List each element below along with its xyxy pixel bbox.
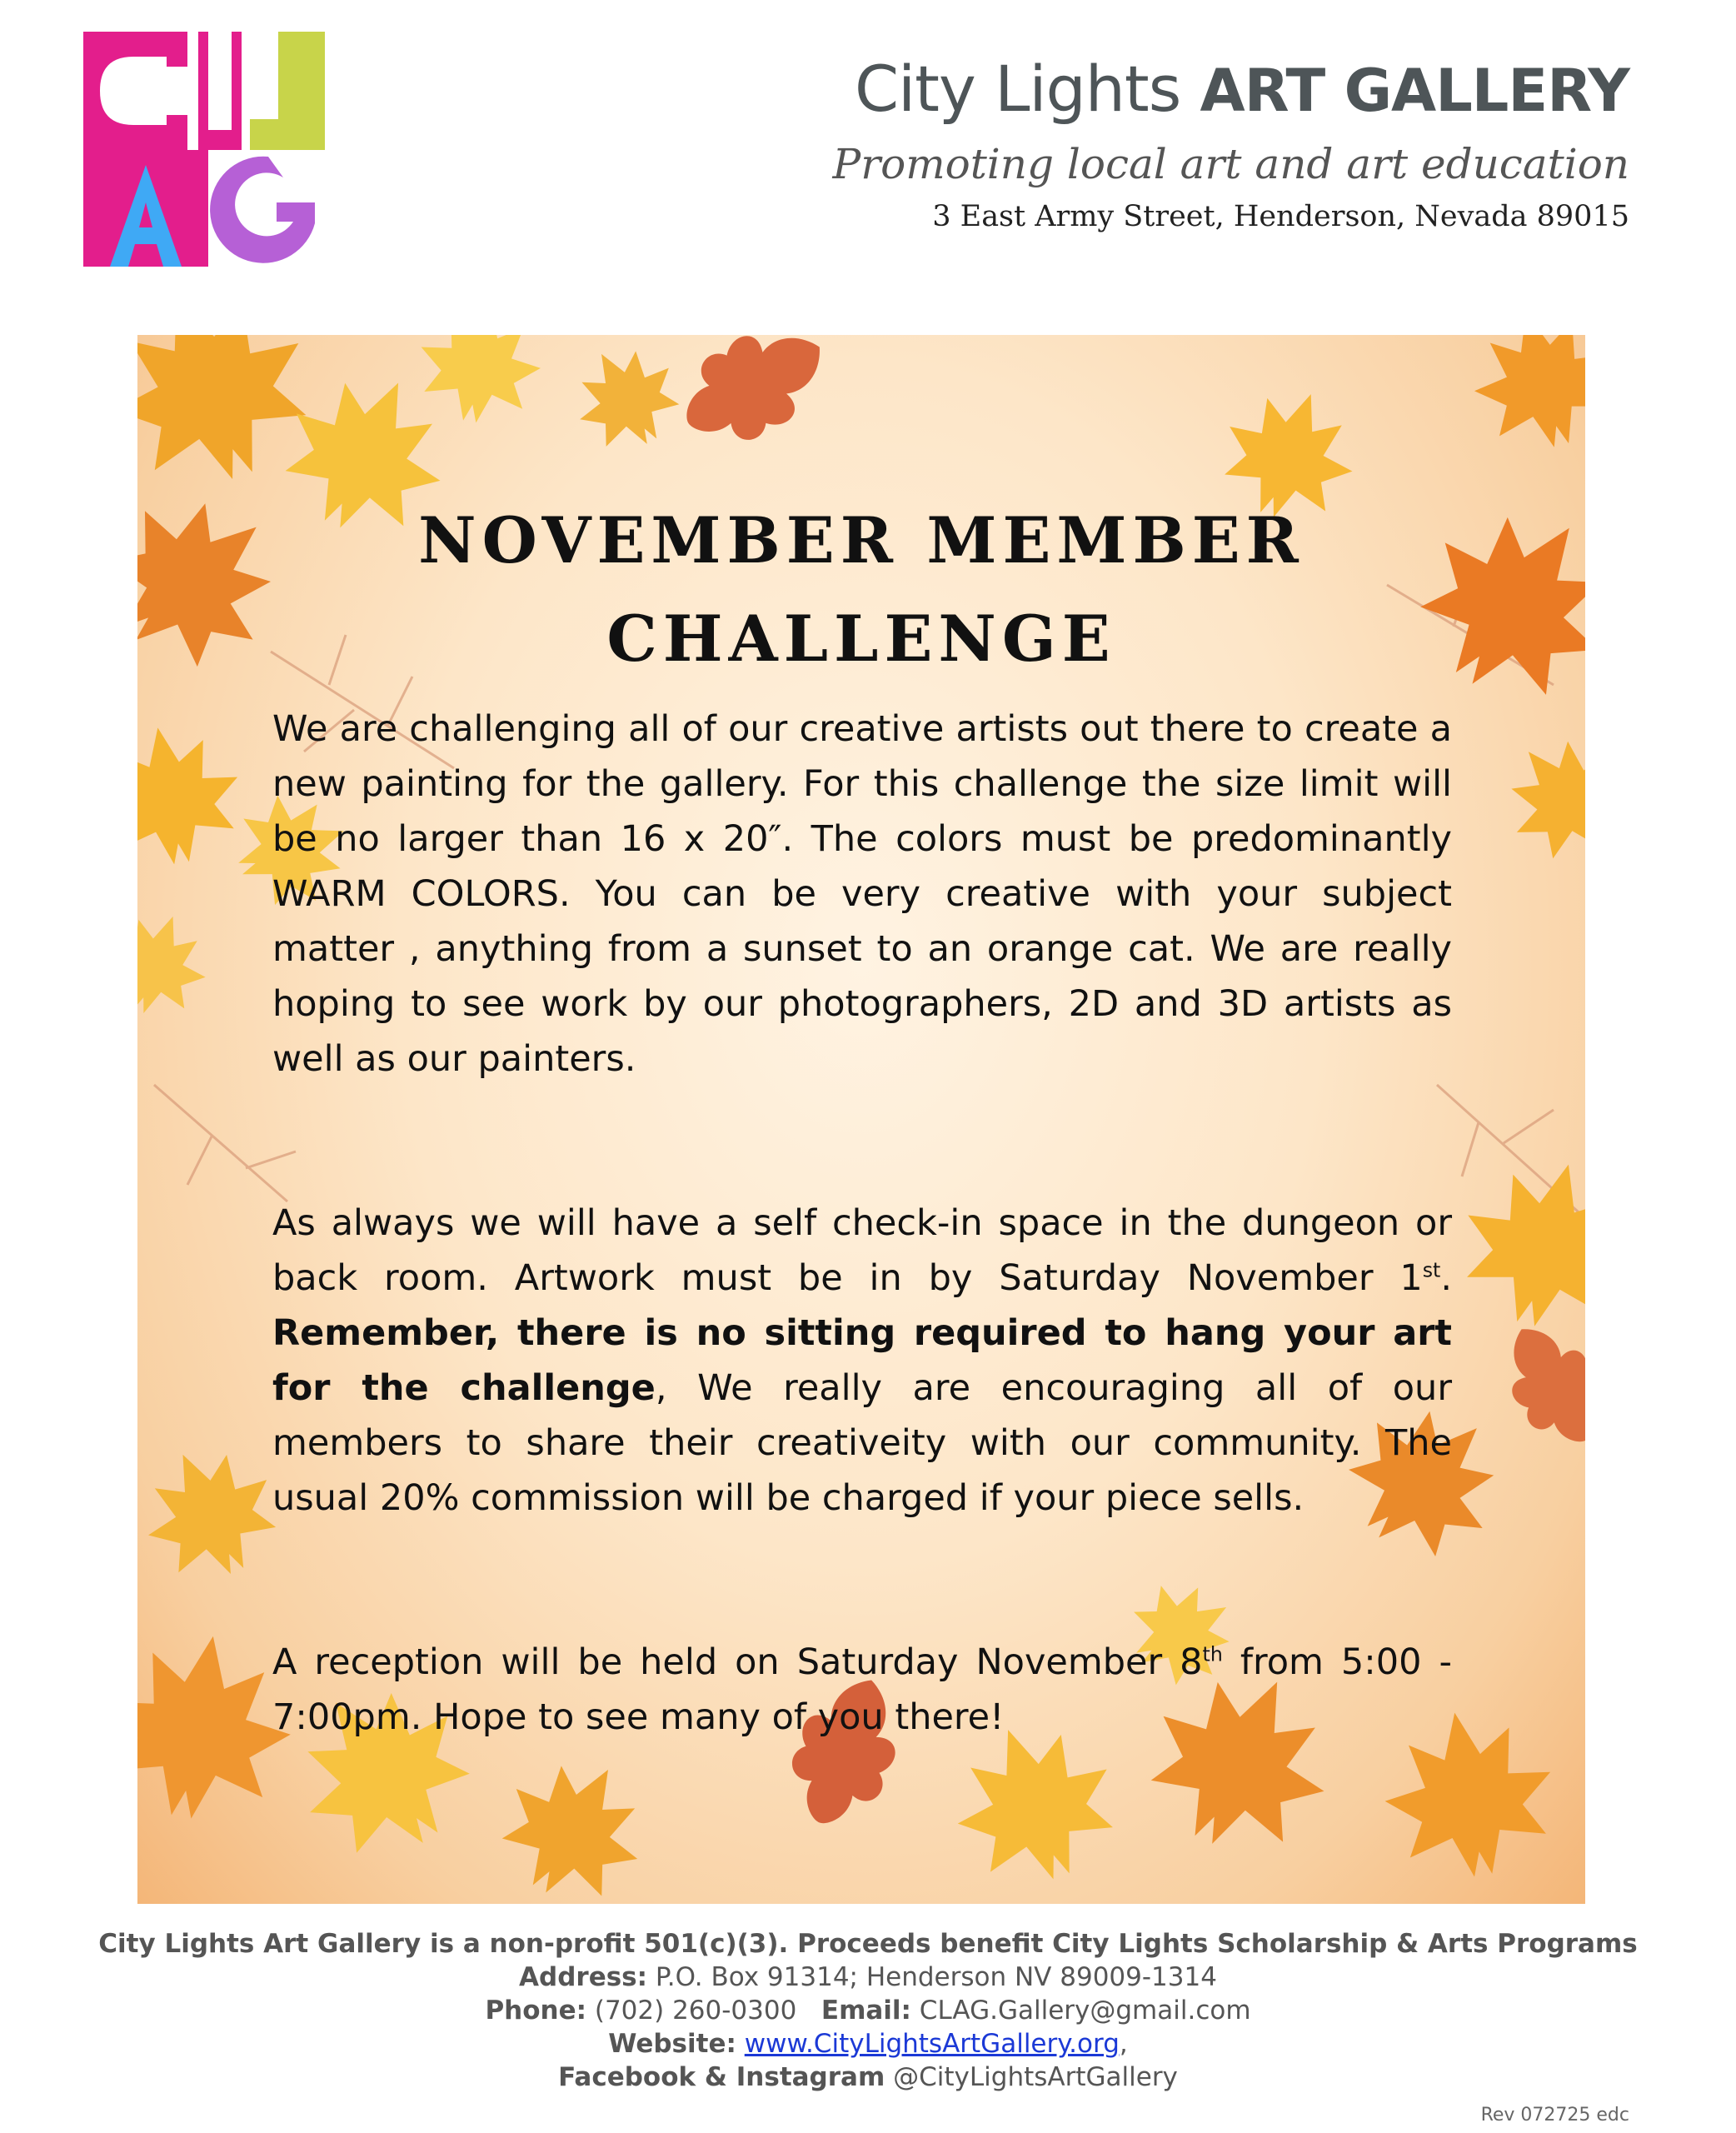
email-label: Email: bbox=[821, 1996, 911, 2026]
check-in-details bbox=[272, 1196, 1452, 1526]
challenge-description: We are challenging all of our creative artists out there to create a new painting for the gallery. For this challenge the size limit will be no larger than 16 x 20″. The colors must be predominantly WARM COLORS. You can be very creative with your subject matter , anything from a sunset to an orange cat. We are really hoping to see work by our photographers, 2D and 3D artists as well as our painters. bbox=[272, 708, 1452, 1080]
website-label: Website: bbox=[608, 2029, 736, 2059]
reception-details bbox=[272, 1635, 1452, 1745]
flyer-title-line1: NOVEMBER MEMBER bbox=[418, 503, 1304, 577]
gallery-title bbox=[855, 52, 1629, 126]
footer-social bbox=[0, 2061, 1736, 2094]
no-sitting-note: Remember, there is no sitting required to hang your art for the challenge bbox=[272, 1312, 1452, 1409]
gallery-tagline: Promoting local art and art education bbox=[832, 140, 1629, 188]
logo-letter-c bbox=[83, 32, 187, 150]
check-in-sep: . bbox=[1440, 1257, 1452, 1299]
gallery-title-part2: ART GALLERY bbox=[1200, 57, 1629, 125]
address-value: P.O. Box 91314; Henderson NV 89009-1314 bbox=[647, 1962, 1217, 1992]
phone-value: (702) 260-0300 bbox=[586, 1996, 797, 2026]
reception-time: from 5:00 - 7:00pm. Hope to see many of you there! bbox=[272, 1641, 1452, 1738]
logo-letter-g bbox=[210, 157, 315, 263]
phone-label: Phone: bbox=[485, 1996, 587, 2026]
social-handle: @CityLightsArtGallery bbox=[885, 2062, 1178, 2092]
flyer-title-line2: CHALLENGE bbox=[606, 602, 1116, 676]
nonprofit-statement: City Lights Art Gallery is a non-profit 501(c)(3). Proceeds benefit City Lights Scholarship & Arts Programs bbox=[98, 1929, 1638, 1959]
revision-code: Rev 072725 edc bbox=[1480, 2105, 1629, 2126]
footer-address bbox=[0, 1961, 1736, 1994]
gallery-title-part1: City Lights bbox=[854, 52, 1181, 126]
challenge-flyer bbox=[137, 335, 1585, 1904]
website-comma: , bbox=[1119, 2029, 1128, 2059]
reception-text: A reception will be held on Saturday November 8 bbox=[272, 1641, 1203, 1683]
website-link[interactable]: www.CityLightsArtGallery.org bbox=[744, 2029, 1120, 2059]
flyer-title bbox=[137, 492, 1585, 688]
check-in-text: As always we will have a self check-in space in the dungeon or back room. Artwork must be in by Saturday November 1 bbox=[272, 1202, 1452, 1299]
footer bbox=[0, 1927, 1736, 2094]
social-label: Facebook & Instagram bbox=[558, 2062, 885, 2092]
footer-website bbox=[0, 2027, 1736, 2061]
ordinal-suffix: th bbox=[1202, 1642, 1223, 1666]
clag-logo bbox=[83, 32, 325, 267]
commission-text: , We really are encouraging all of our members to share their creativeity with our community. The usual 20% commission will be charged if your piece sells. bbox=[272, 1367, 1452, 1519]
email-value[interactable]: CLAG.Gallery@gmail.com bbox=[910, 1996, 1251, 2026]
ordinal-suffix: st bbox=[1422, 1258, 1441, 1282]
footer-contact bbox=[0, 1994, 1736, 2027]
gallery-address: 3 East Army Street, Henderson, Nevada 89015 bbox=[932, 200, 1629, 233]
address-label: Address: bbox=[519, 1962, 648, 1992]
